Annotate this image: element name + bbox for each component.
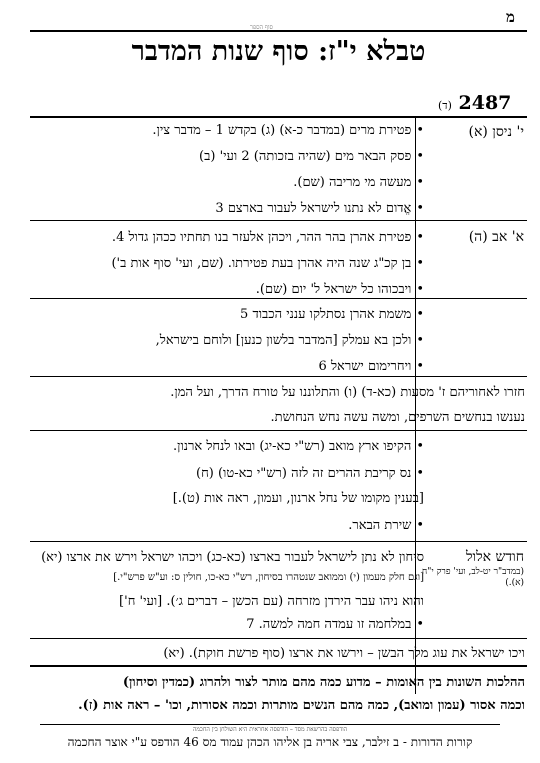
date-elul-note: (במדב"ר יט-לב, ועי' פרק י"ח (א).) (421, 566, 524, 588)
section-divider (30, 430, 527, 431)
list-item: • מעשה מי מריבה (שם). (40, 174, 424, 190)
list-item: • נס קריבת ההרים זה לזה (רש"י כא-טו) (ח) (40, 465, 424, 481)
section-divider (30, 376, 527, 377)
record-number-label: (ד) (438, 99, 452, 112)
header-note: סוף הספר (250, 24, 273, 31)
section-divider (30, 665, 527, 667)
section-divider (30, 298, 527, 299)
paragraph-line: נענשו בנחשים השרפים, ומשה עשה נחש הנחושת. (270, 410, 525, 425)
list-item: • שירת הבאר. (40, 517, 424, 533)
list-item: • ויחרימום ישראל 6 (40, 358, 424, 374)
closing-line: ההלכות השונות בין האומות – מדוע כמה מהם מותר לצור ולהרוג (כמדין וסיחון) (122, 675, 525, 690)
closing-line: וכמה אסור (עמון ומואב), כמה מהם הנשים מותרות וכמה אסורות, וכו' – ראה אות (ז). (78, 698, 525, 713)
page-title: טבלא י"ז: סוף שנות המדבר (131, 36, 426, 67)
date-av: א' אב (ה) (468, 229, 524, 245)
table-top-rule (30, 116, 527, 118)
section-divider (30, 638, 527, 639)
paragraph-line: חזרו לאחוריהם ז' מסעות (כא-ד) (ו) והתלוננו על טורח הדרך, ועל המן. (170, 385, 525, 400)
list-item: • פטירת אהרן בהר ההר, ויכהן אלעזר בנו תחתיו ככהן גדול 4. (40, 229, 424, 245)
list-note: [וגם חלק מעמון (י) וממואב שנטהרו בסיחון, רש"י כא-כו, חולין ס: וע"ש פרש"י.] (113, 572, 424, 583)
date-elul (418, 549, 524, 589)
list-item: והוא ניהו עבר הירדן מזרחה (עם הכשן – דברים ג׳). [ועי' ח'] (119, 594, 424, 609)
list-item: • אֱדום לא נתנו לישראל לעבור בארצם 3 (40, 200, 424, 216)
paragraph-line: ויכו ישראל את עוג מלך הבשן – וירשו את ארצו (סוף פרשת חוקת). (יא) (163, 646, 525, 661)
page-number: מ (506, 8, 515, 26)
list-item: • פטירת מרים (במדבר כ-א) (ג) בקדש 1 – מדבר צין. (40, 122, 424, 138)
list-item: • הקיפו ארץ מואב (רש"י כא-יג) ובאו לנחל ארנון. (40, 438, 424, 454)
footer-small: הודפסה בהרשאת מסד – הודפסה אחראית היא השולחן בין החכמה (192, 726, 348, 733)
list-item: • פסק הבאר מים (שהיה בזכותה) 2 ועי' (ב) (40, 148, 424, 164)
section-divider (30, 541, 527, 542)
list-item: • ויבכוהו כל ישראל ל' יום (שם). (40, 281, 424, 297)
list-item: • ולכן בא עמלק [המדבר בלשון כנען] ולוחם בישראל, (40, 332, 424, 348)
date-nisan: י' ניסן (א) (468, 124, 524, 140)
record-number (438, 92, 511, 114)
footer: קורות הדורות - ב זילבר, צבי אריה בן אליהו הכהן עמוד מס 46 הודפס ע"י אוצר החכמה (67, 735, 473, 749)
section-divider (30, 220, 527, 221)
date-elul-label: חודש אלול (465, 549, 524, 565)
list-item: • משמת אהרן נסתלקו ענני הכבוד 5 (40, 306, 424, 322)
list-note: [בענין מקומו של נחל ארנון, ועמון, ראה אות (ט).] (172, 491, 424, 506)
list-item: • בן קכ"ג שנה היה אהרן בעת פטירתו. (שם, ועי' סוף אות ב') (40, 255, 424, 271)
record-number-value: 2487 (458, 92, 512, 114)
footer-rule (40, 724, 500, 725)
list-item: סיחון לא נתן לישראל לעבור בארצו (כא-כג) ויכהו ישראל וירש את ארצו (יא) (41, 550, 424, 565)
list-item: • במלחמה זו עמדה חמה למשה. 7 (40, 616, 424, 632)
top-rule (30, 30, 527, 32)
